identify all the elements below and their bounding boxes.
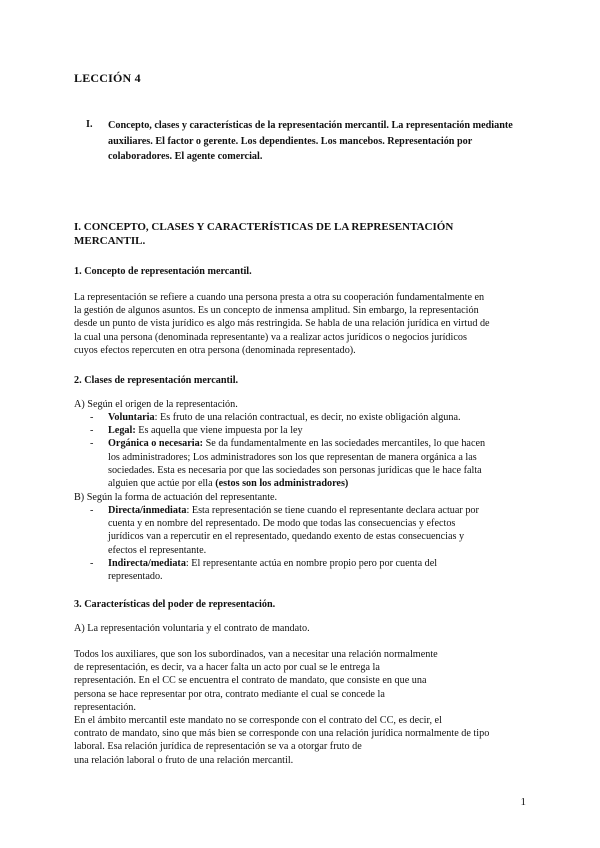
paragraph-line: de representación, es decir, va a hacer falta un acto por cual se le entrega la — [74, 662, 380, 674]
list-item — [90, 424, 528, 437]
item-bold-tail: (estos son los administradores) — [215, 478, 349, 490]
clases-b-intro: B) Según la forma de actuación del representante. — [74, 492, 278, 503]
item-text: efectos el representante. — [108, 544, 207, 556]
item-text: : Esta representación se tiene cuando el representante declara actuar por — [186, 505, 479, 516]
subsection-1-title: 1. Concepto de representación mercantil. — [74, 266, 252, 277]
item-text: : Es fruto de una relación contractual, es decir, no existe obligación alguna. — [154, 412, 461, 423]
item-text: alguien que actúe por ella — [108, 478, 216, 490]
paragraph-line: una relación laboral o fruto de una relación mercantil. — [74, 754, 294, 766]
dash-bullet: - — [90, 425, 94, 437]
toc-text: Concepto, clases y características de la representación mercantil. La representación mediante auxiliares. El factor o gerente. Los dependientes. Los mancebos. Representación por colaboradores. El agente comercial. — [108, 120, 513, 162]
item-text: : El representante actúa en nombre propio pero por cuenta del — [185, 557, 438, 569]
paragraph-line: persona se hace representar por otra, contrato mediante el cual se concede la — [74, 688, 385, 700]
paragraph-line: En el ámbito mercantil este mandato no se corresponde con el contrato del CC, es decir, el — [74, 715, 442, 727]
item-text: sociedades. Esta es necesaria por que las sociedades son personas jurídicas que le hace falta — [108, 464, 482, 476]
paragraph-line: la gestión de algunos asuntos. Es un concepto de inmensa amplitud. Sin embargo, la representación — [74, 305, 479, 317]
paragraph-line: Todos los auxiliares, que son los subordinados, van a necesitar una relación normalmente — [74, 649, 438, 660]
lesson-title: LECCIÓN 4 — [74, 71, 141, 85]
clases-b-list — [90, 504, 528, 583]
dash-bullet: - — [90, 557, 94, 569]
subsection-2-title: 2. Clases de representación mercantil. — [74, 375, 239, 386]
toc-number: I. — [86, 119, 93, 130]
item-text: Se da fundamentalmente en las sociedades mercantiles, lo que hacen — [203, 438, 486, 450]
paragraph-line: laboral. Esa relación jurídica de representación se va a otorgar fruto de — [74, 741, 362, 753]
caracteristicas-a-intro: A) La representación voluntaria y el contrato de mandato. — [74, 623, 310, 634]
dash-bullet: - — [90, 412, 94, 423]
item-text: Es aquella que viene impuesta por la ley — [135, 425, 303, 437]
item-label: Legal: — [108, 425, 136, 437]
clases-a-intro: A) Según el origen de la representación. — [74, 399, 238, 410]
subsection-3-title: 3. Características del poder de representación. — [74, 599, 276, 610]
paragraph-line: desde un punto de vista jurídico es algo más restringida. Se habla de una relación jurídica en virtud de — [74, 318, 490, 330]
paragraph-line: contrato de mandato, sino que más bien se corresponde con una relación jurídica normalmente de tipo — [74, 728, 490, 740]
list-item — [90, 437, 528, 490]
paragraph-line: la cual una persona (denominada representante) va a realizar actos jurídicos o negocios jurídicos — [74, 331, 467, 343]
list-item — [90, 411, 528, 424]
paragraph-line: representación. En el CC se encuentra el contrato de mandato, que consiste en que una — [74, 675, 427, 687]
clases-a-list — [90, 411, 528, 490]
item-label: Voluntaria — [108, 412, 155, 423]
item-label: Indirecta/mediata — [108, 557, 186, 569]
item-text: cuenta y en nombre del representado. De modo que todas las consecuencias y efectos — [108, 518, 456, 530]
subsection-3-paragraph — [74, 648, 526, 767]
paragraph-line: cuyos efectos repercuten en otra persona (denominada representado). — [74, 344, 356, 356]
item-label: Orgánica o necesaria: — [108, 438, 204, 450]
dash-bullet: - — [90, 438, 94, 450]
paragraph-line: La representación se refiere a cuando una persona presta a otra su cooperación fundamentalmente en — [74, 292, 485, 303]
paragraph-line: representación. — [74, 701, 136, 713]
page-number: 1 — [520, 796, 526, 808]
item-text: los administradores; Los administradores son los que representan de manera orgánica a las — [108, 451, 477, 463]
item-label: Directa/inmediata — [108, 505, 187, 516]
list-item — [90, 557, 528, 583]
list-item — [90, 504, 528, 557]
item-text: jurídicos van a repercutir en el representado, quedando exento de estas consecuencias y — [108, 531, 465, 543]
item-text: representado. — [108, 571, 163, 583]
section-title: I. CONCEPTO, CLASES Y CARACTERÍSTICAS DE LA REPRESENTACIÓN MERCANTIL. — [74, 221, 454, 247]
dash-bullet: - — [90, 505, 94, 516]
subsection-1-paragraph — [74, 291, 526, 357]
